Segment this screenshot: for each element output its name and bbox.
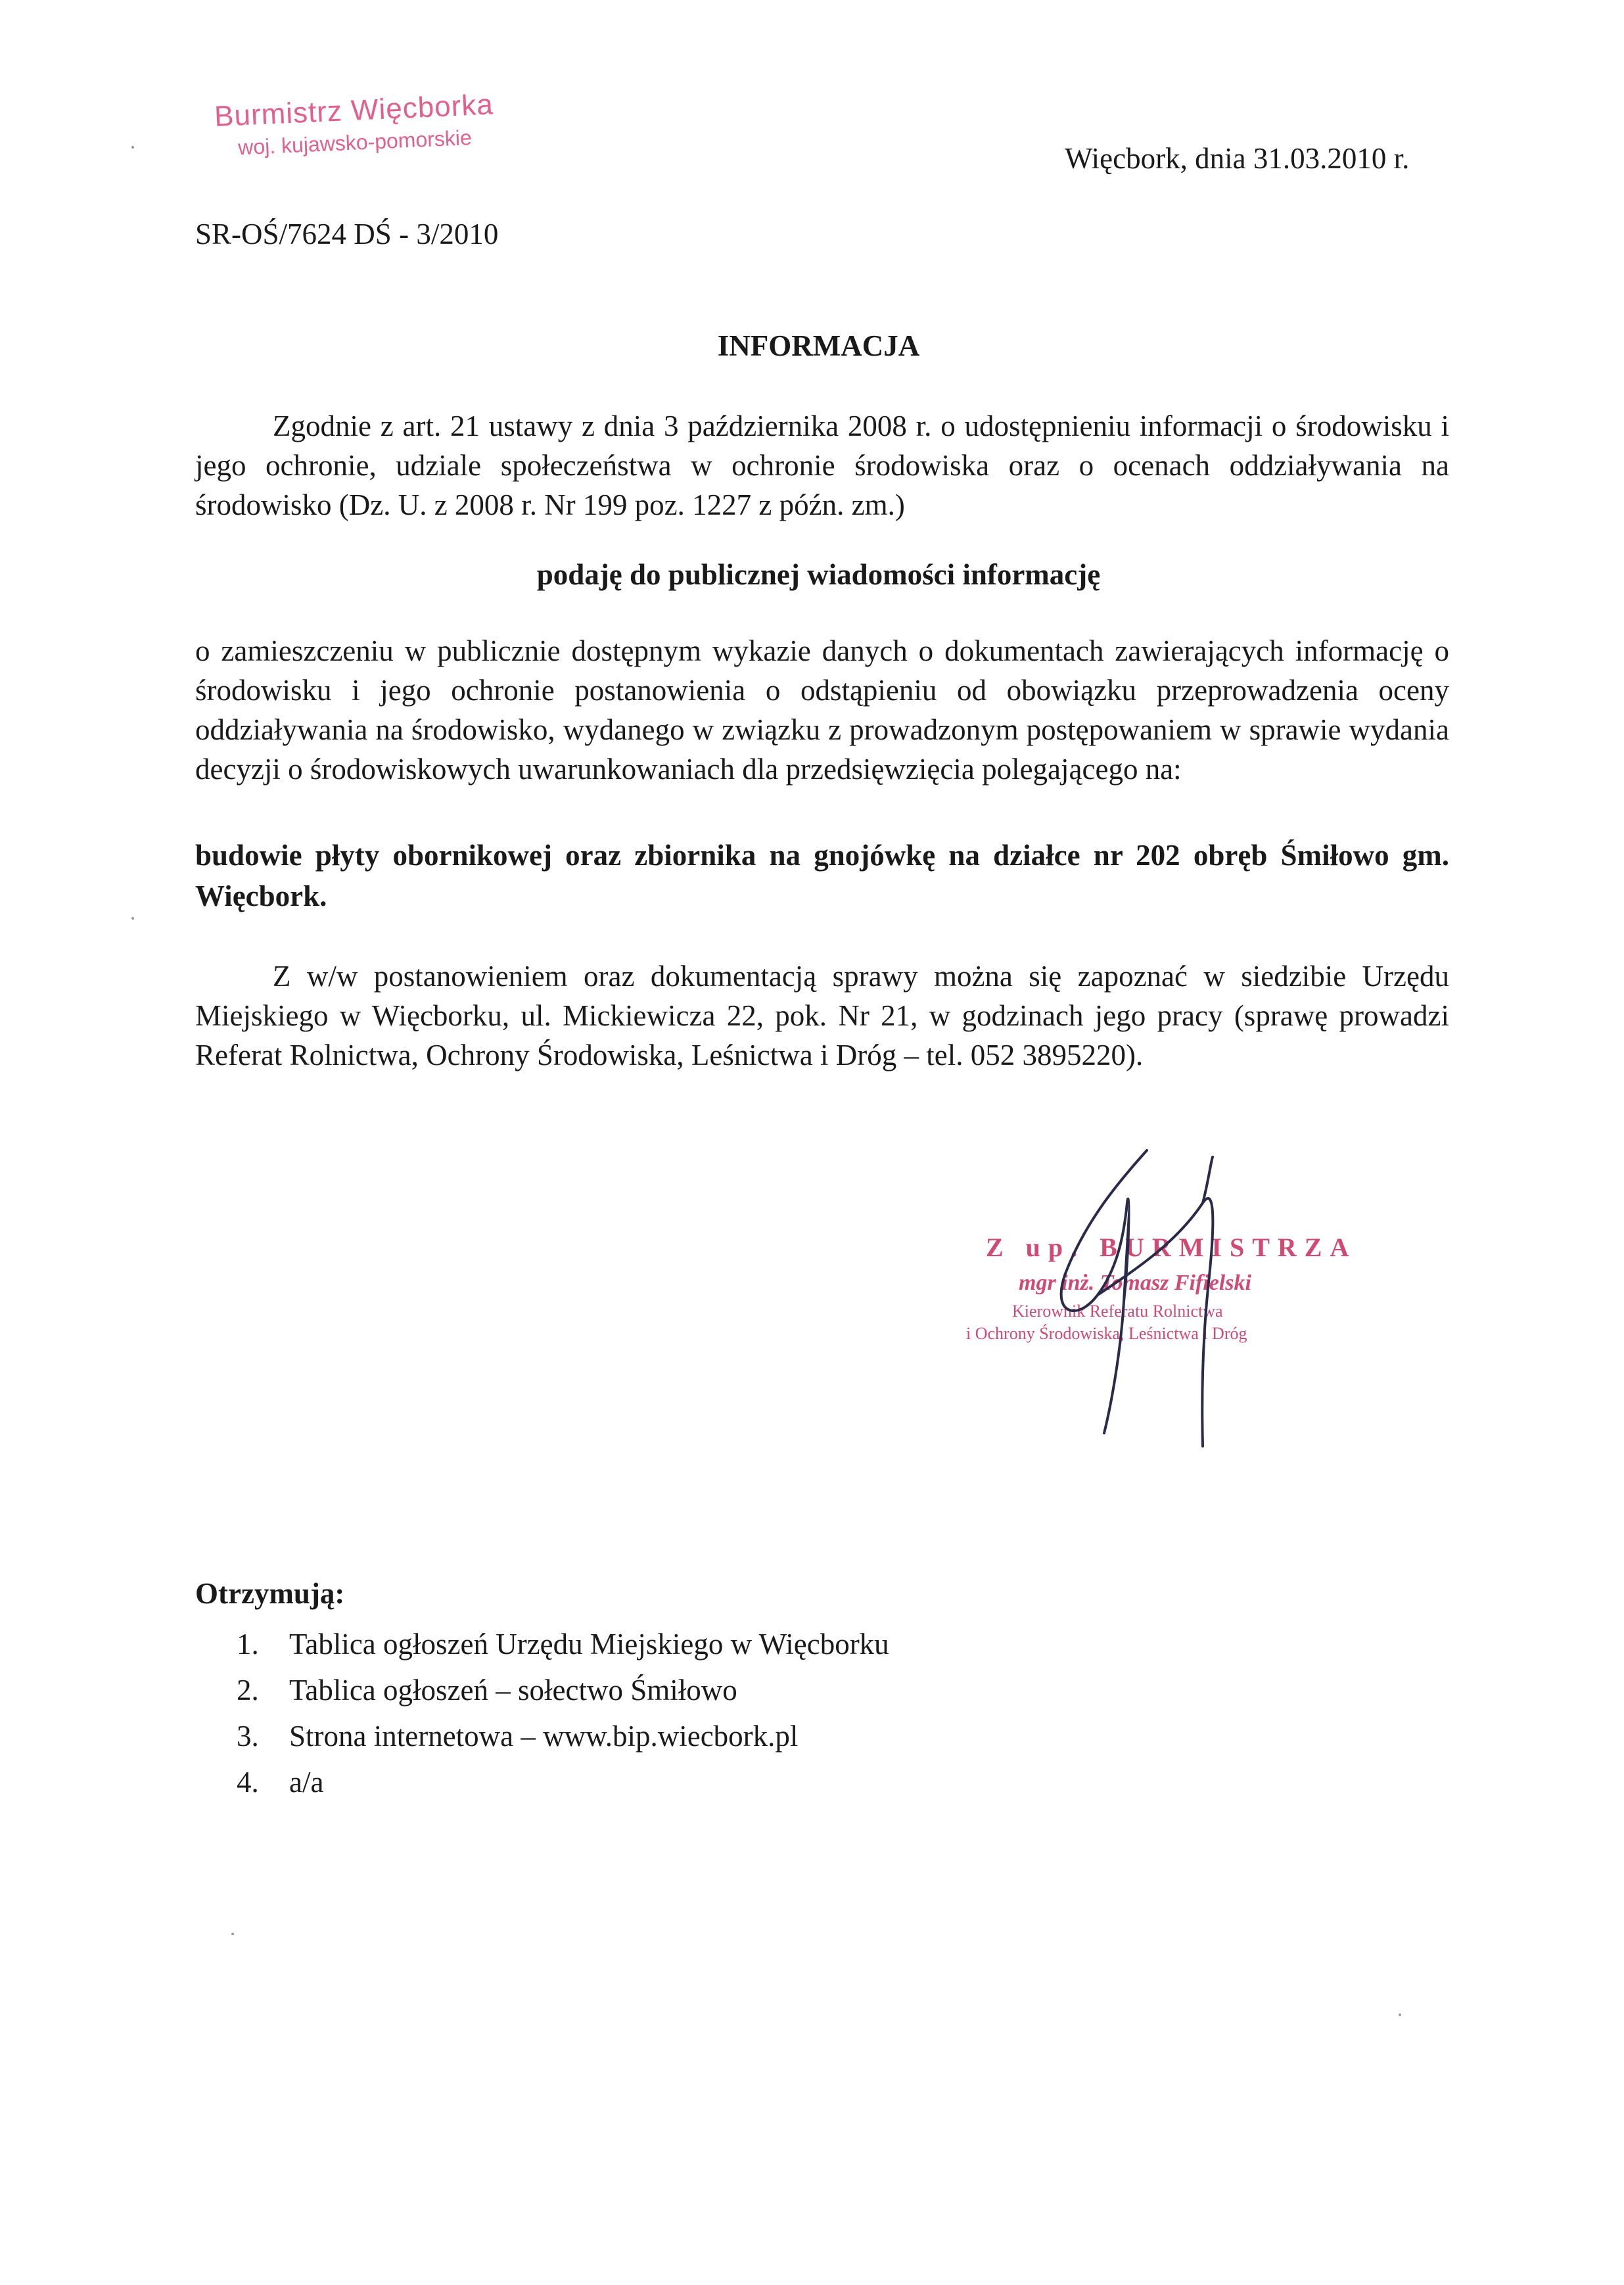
item-text: Strona internetowa – www.bip.wiecbork.pl [289,1720,799,1753]
item-number: 4. [237,1766,259,1799]
recipients-heading: Otrzymują: [195,1577,345,1610]
handwritten-signature [1038,1144,1288,1459]
list-item [237,1621,889,1667]
legal-basis-paragraph: Zgodnie z art. 21 ustawy z dnia 3 października 2008 r. o udostępnieniu informacji o środowisku i jego ochronie, udziale społeczeństwa w ochronie środowiska oraz o ocenach oddziaływania na środowisko (Dz. U. z 2008 r. Nr 199 poz. 1227 z późn. zm.) [195,410,1449,521]
reference-number: SR-OŚ/7624 DŚ - 3/2010 [195,218,499,250]
mayor-header-stamp [214,86,496,161]
inspection-paragraph: Z w/w postanowieniem oraz dokumentacją sprawy można się zapoznać w siedzibie Urzędu Miejskiego w Więcborku, ul. Mickiewicza 22, pok. Nr 21, w godzinach jego pracy (sprawę prowadzi Referat Rolnictwa, Ochrony Środowiska, Leśnictwa i Dróg – tel. 052 3895220). [195,960,1449,1072]
scan-speck [131,917,134,920]
list-item [237,1713,889,1759]
stamp-department: i Ochrony Środowiska, Leśnictwa i Dróg [966,1324,1247,1343]
item-number: 1. [237,1628,259,1661]
item-number: 3. [237,1720,259,1753]
scan-speck [231,1933,234,1935]
stamp-title: Burmistrz Więcborka [214,88,494,133]
stamp-authority: Z up. BURMISTRZA [986,1233,1357,1262]
list-item [237,1667,889,1713]
scan-speck [131,146,134,149]
list-item [237,1759,889,1805]
document-title: INFORMACJA [717,329,920,362]
item-text: Tablica ogłoszeń – sołectwo Śmiłowo [289,1674,737,1707]
recipients-list [237,1621,889,1805]
place-date: Więcbork, dnia 31.03.2010 r. [1065,142,1410,175]
information-paragraph: o zamieszczeniu w publicznie dostępnym wykazie danych o dokumentach zawierających informację o środowisku i jego ochronie postanowienia o odstąpieniu od obowiązku przeprowadzenia oceny oddziaływania na środowisko, wydanego w związku z prowadzonym postępowaniem w sprawie wydania decyzji o środowiskowych uwarunkowaniach dla przedsięwzięcia polegającego na: [195,634,1449,786]
item-text: a/a [289,1766,324,1799]
project-description: budowie płyty obornikowej oraz zbiornika na gnojówkę na działce nr 202 obręb Śmiłowo gm. Więcbork. [195,839,1449,912]
item-number: 2. [237,1674,259,1707]
stamp-name: mgr inż. Tomasz Fifielski [1019,1271,1251,1295]
announcement-line: podaję do publicznej wiadomości informację [536,558,1101,591]
stamp-region: woj. kujawsko-pomorskie [237,125,473,160]
scan-speck [1399,2014,1401,2016]
item-text: Tablica ogłoszeń Urzędu Miejskiego w Więcborku [289,1628,889,1661]
stamp-position: Kierownik Referatu Rolnictwa [1012,1302,1223,1321]
